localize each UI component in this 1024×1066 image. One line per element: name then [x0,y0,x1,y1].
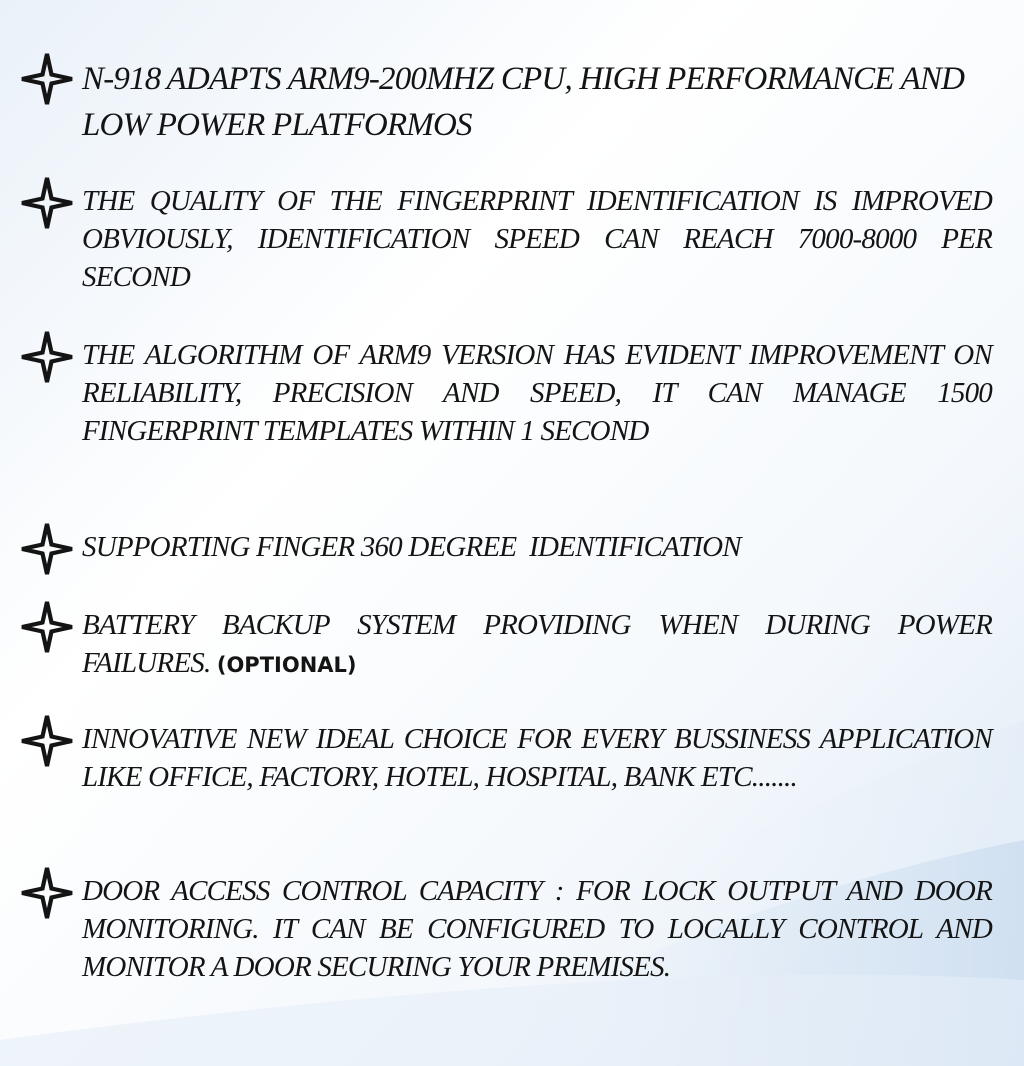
feature-text: THE QUALITY OF THE FINGERPRINT IDENTIFICATION IS IMPROVED OBVIOUSLY, IDENTIFICATION SPEED CAN REACH 7000-8000 PER SECOND [82,185,992,293]
feature-text: INNOVATIVE NEW IDEAL CHOICE FOR EVERY BUSSINESS APPLICATION LIKE OFFICE, FACTORY, HOTEL, HOSPITAL, BANK ETC....... [82,723,992,793]
four-point-star-icon [20,600,74,654]
feature-text-body: BATTERY BACKUP SYSTEM PROVIDING WHEN DURING POWER FAILURES. [82,609,992,679]
feature-text-body: ADAPTS ARM9-200MHZ CPU, HIGH PERFORMANCE AND LOW POWER PLATFORMOS [82,61,965,143]
feature-text: THE ALGORITHM OF ARM9 VERSION HAS EVIDENT IMPROVEMENT ON RELIABILITY, PRECISION AND SPEED, IT CAN MANAGE 1500 FINGERPRINT TEMPLATES WITHIN 1 SECOND [82,339,992,447]
feature-text: DOOR ACCESS CONTROL CAPACITY : FOR LOCK OUTPUT AND DOOR MONITORING. IT CAN BE CONFIGURED TO LOCALLY CONTROL AND MONITOR A DOOR SECURING YOUR PREMISES. [82,875,992,983]
four-point-star-icon [20,52,74,106]
four-point-star-icon [20,522,74,576]
feature-text: SUPPORTING FINGER 360 DEGREE IDENTIFICATION [82,531,741,563]
four-point-star-icon [20,866,74,920]
four-point-star-icon [20,714,74,768]
four-point-star-icon [20,330,74,384]
optional-badge: (OPTIONAL) [216,653,357,677]
feature-text [82,606,992,684]
four-point-star-icon [20,176,74,230]
model-name: N-918 [82,61,161,97]
feature-text [82,56,992,148]
